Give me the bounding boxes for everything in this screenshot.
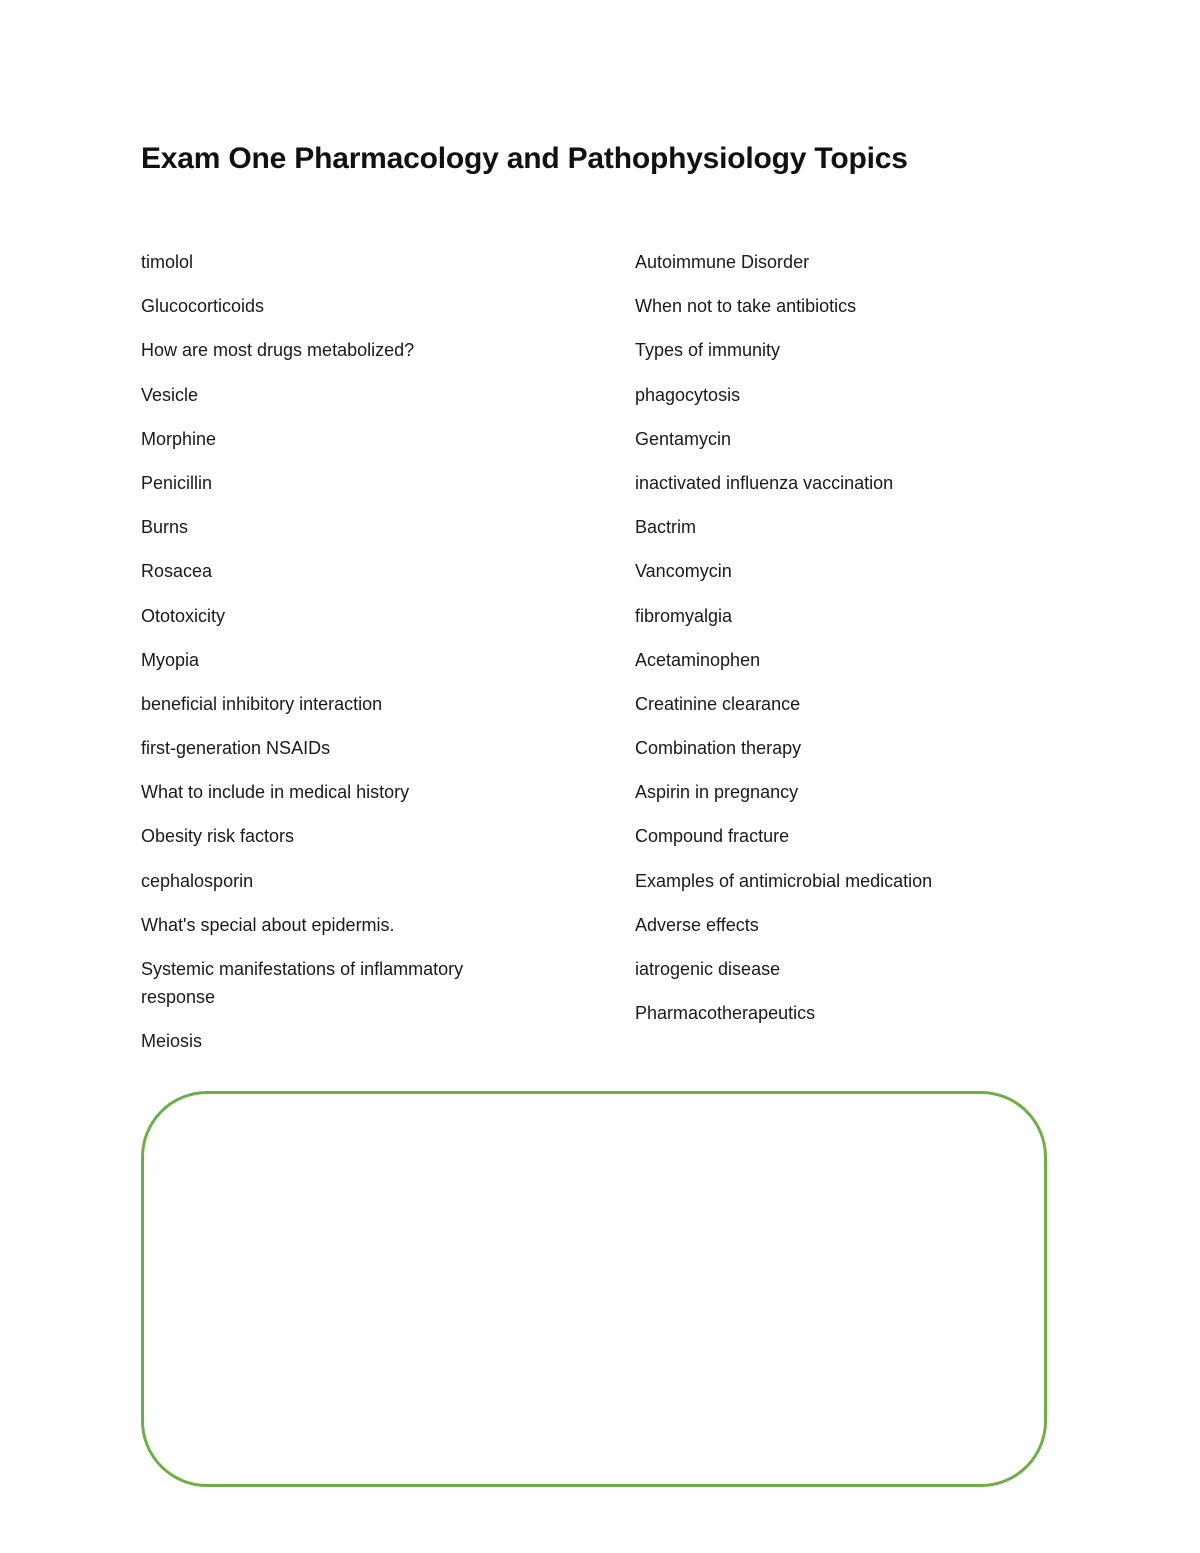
- list-item: How are most drugs metabolized?: [141, 340, 415, 361]
- list-item: Bactrim: [635, 517, 697, 538]
- list-item: Compound fracture: [635, 826, 790, 847]
- list-item: Acetaminophen: [635, 649, 761, 670]
- list-item: Morphine: [141, 428, 217, 449]
- list-item: Aspirin in pregnancy: [635, 782, 799, 803]
- list-item: Glucocorticoids: [141, 296, 265, 317]
- list-item: Rosacea: [141, 561, 213, 582]
- list-item: Types of immunity: [635, 340, 781, 361]
- rounded-box-shape: [141, 1091, 1047, 1487]
- list-item: Systemic manifestations of inflammatory response: [141, 959, 464, 1007]
- list-item: Myopia: [141, 649, 200, 670]
- list-item: Meiosis: [141, 1031, 203, 1052]
- list-item: Autoimmune Disorder: [635, 252, 810, 272]
- list-item: Gentamycin: [635, 428, 732, 449]
- list-item: inactivated influenza vaccination: [635, 472, 894, 493]
- list-item: Examples of antimicrobial medication: [635, 870, 933, 891]
- list-item: fibromyalgia: [635, 605, 733, 626]
- list-item: Pharmacotherapeutics: [635, 1003, 816, 1024]
- list-item: Ototoxicity: [141, 605, 226, 626]
- list-item: Adverse effects: [635, 914, 759, 935]
- list-item: Burns: [141, 517, 189, 538]
- topic-list-left: [141, 248, 521, 1071]
- list-item: What's special about epidermis.: [141, 914, 395, 935]
- list-item: Creatinine clearance: [635, 693, 801, 714]
- list-item: What to include in medical history: [141, 782, 410, 803]
- list-item: cephalosporin: [141, 870, 254, 891]
- list-item: When not to take antibiotics: [635, 296, 857, 317]
- list-item: Penicillin: [141, 472, 213, 493]
- list-item: timolol: [141, 252, 194, 272]
- list-item: Combination therapy: [635, 738, 802, 759]
- list-item: Obesity risk factors: [141, 826, 295, 847]
- list-item: Vancomycin: [635, 561, 732, 582]
- list-item: first-generation NSAIDs: [141, 738, 331, 759]
- topic-list-right: [635, 248, 1055, 1043]
- page-title: Exam One Pharmacology and Pathophysiology Topics: [141, 142, 908, 175]
- list-item: Vesicle: [141, 384, 199, 405]
- list-item: phagocytosis: [635, 384, 741, 405]
- list-item: beneficial inhibitory interaction: [141, 693, 383, 714]
- list-item: iatrogenic disease: [635, 959, 781, 979]
